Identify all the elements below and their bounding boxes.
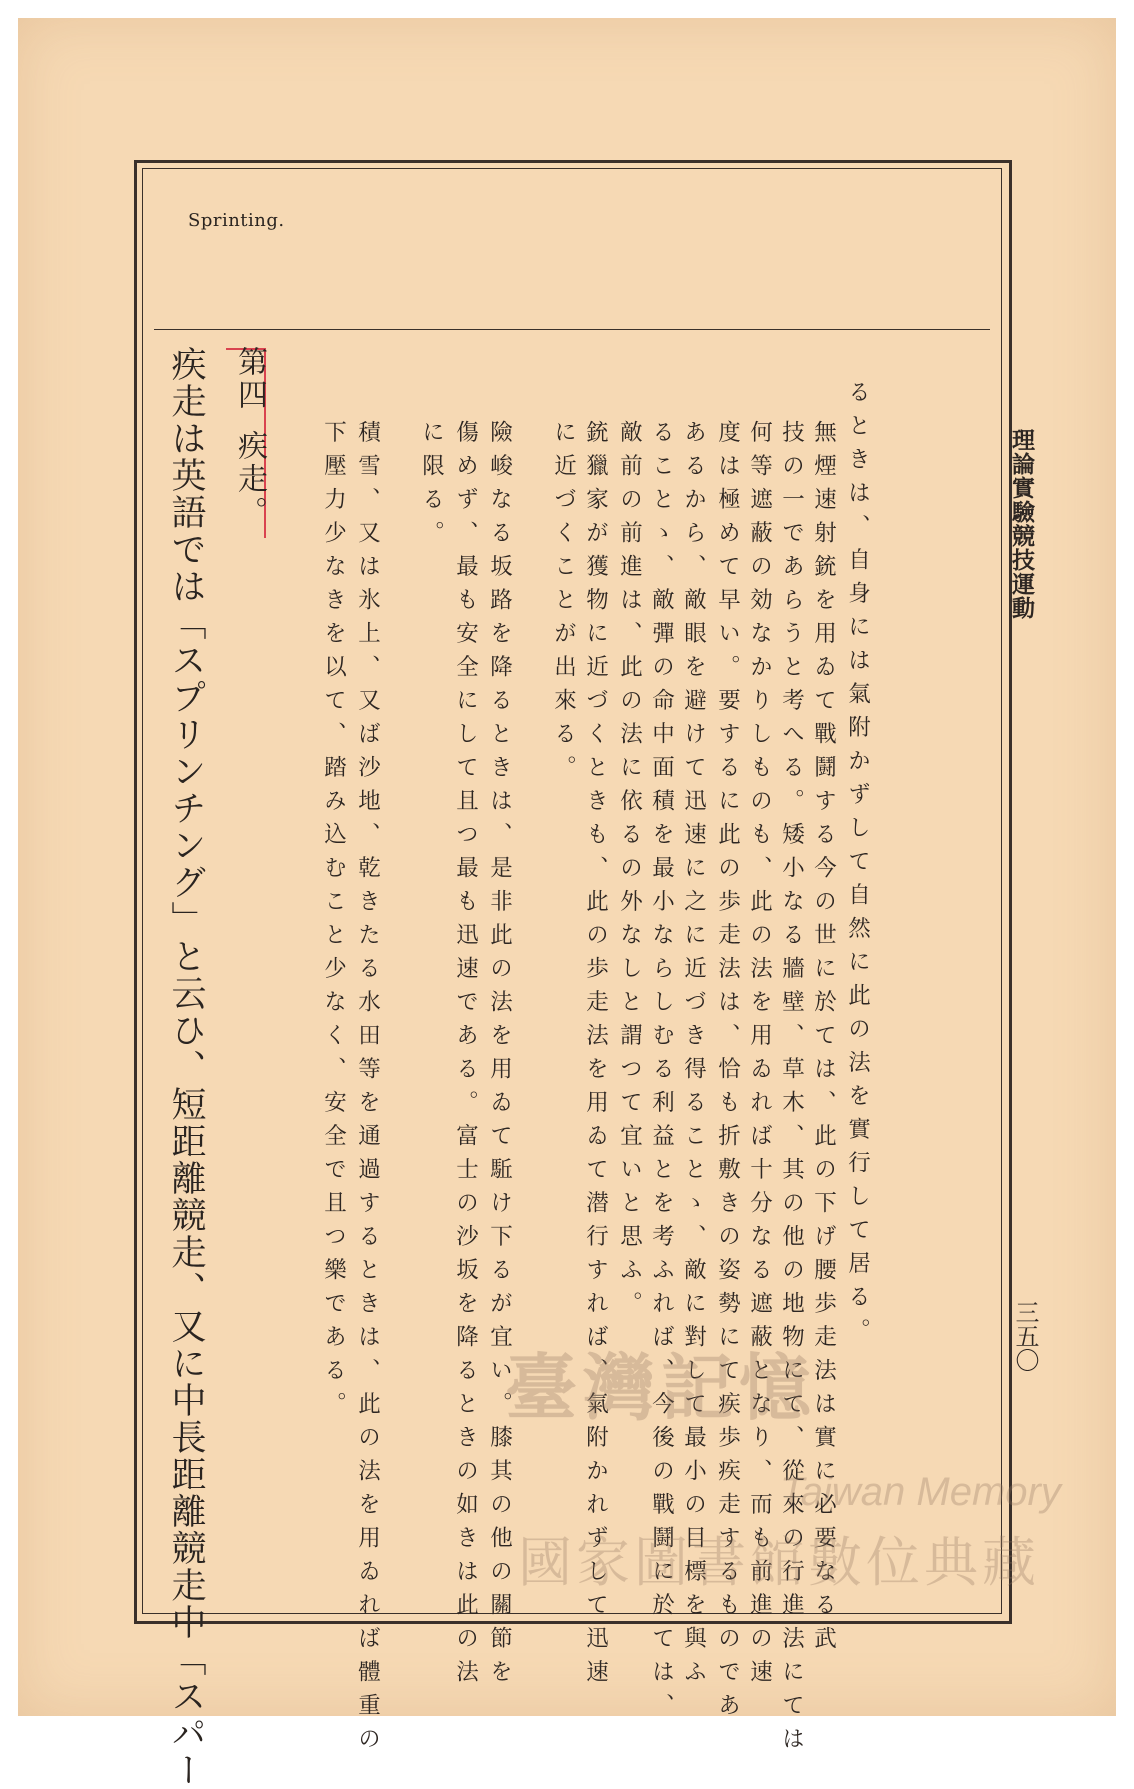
text-column: 無煙速射銃を用ゐて戰鬪する今の世に於ては、此の下げ腰歩走法は實に必要なる武 — [810, 420, 837, 1660]
book-title: 理論實驗競技運動 — [1008, 428, 1035, 620]
watermark-english: Taiwan Memory — [780, 1470, 1061, 1514]
text-column: 技の一であらうと考へる。矮小なる牆壁、草木、其の他の地物にて、從來の行進法にては — [778, 420, 805, 1760]
text-column: 積雪、又は氷上、又ば沙地、乾きたる水田等を通過するときは、此の法を用ゐれば體重の — [354, 420, 381, 1760]
text-column: 度は極めて早い。要するに此の歩走法は、恰も折敷きの姿勢にて疾歩疾走するものであ — [714, 420, 741, 1727]
section-number: 第四 — [232, 346, 267, 412]
header-rule — [154, 329, 990, 330]
text-column: あるから、敵眼を避けて迅速に之に近づき得ることゝ、敵に對して最小の目標を與ふ — [680, 420, 707, 1693]
section-title: 疾走。 — [232, 430, 267, 529]
text-column: 險峻なる坂路を降るときは、是非此の法を用ゐて駈け下るが宜い。膝其の他の關節を — [486, 420, 513, 1693]
section-heading — [232, 346, 267, 529]
text-column: に限る。 — [418, 420, 445, 554]
text-column: 何等遮蔽の効なかりしものも、此の法を用ゐれば十分なる遮蔽となり、而も前進の速 — [746, 420, 773, 1693]
text-column: ることゝ、敵彈の命中面積を最小ならしむる利益とを考ふれば、今後の戰鬪に於ては、 — [648, 420, 675, 1727]
text-column: 下壓力少なきを以て、踏み込むこと少なく、安全で且つ樂である。 — [320, 420, 347, 1425]
running-head: Sprinting. — [188, 210, 285, 231]
text-column: 敵前の前進は、此の法に依るの外なしと謂つて宜いと思ふ。 — [616, 420, 643, 1325]
section-intro-line: 疾走は英語では「スプリンチング」と云ひ、短距離競走、又に中長距離競走中「スパー — [166, 346, 206, 1789]
page-number: 三五〇 — [1011, 1300, 1039, 1372]
text-column: 傷めず、最も安全にして且つ最も迅速である。富士の沙坂を降るときの如きは此の法 — [452, 420, 479, 1693]
watermark-subtitle: 國家圖書館數位典藏 — [518, 1531, 1040, 1594]
text-column: るときは、自身には氣附かずして自然に此の法を實行して居る。 — [844, 380, 871, 1352]
text-column: に近づくことが出來る。 — [550, 420, 577, 789]
watermark-logo: 臺灣記憶 — [505, 1345, 818, 1430]
text-column: 銃獵家が獲物に近づくときも、此の歩走法を用ゐて潜行すれば、氣附かれずして迅速 — [582, 420, 609, 1693]
